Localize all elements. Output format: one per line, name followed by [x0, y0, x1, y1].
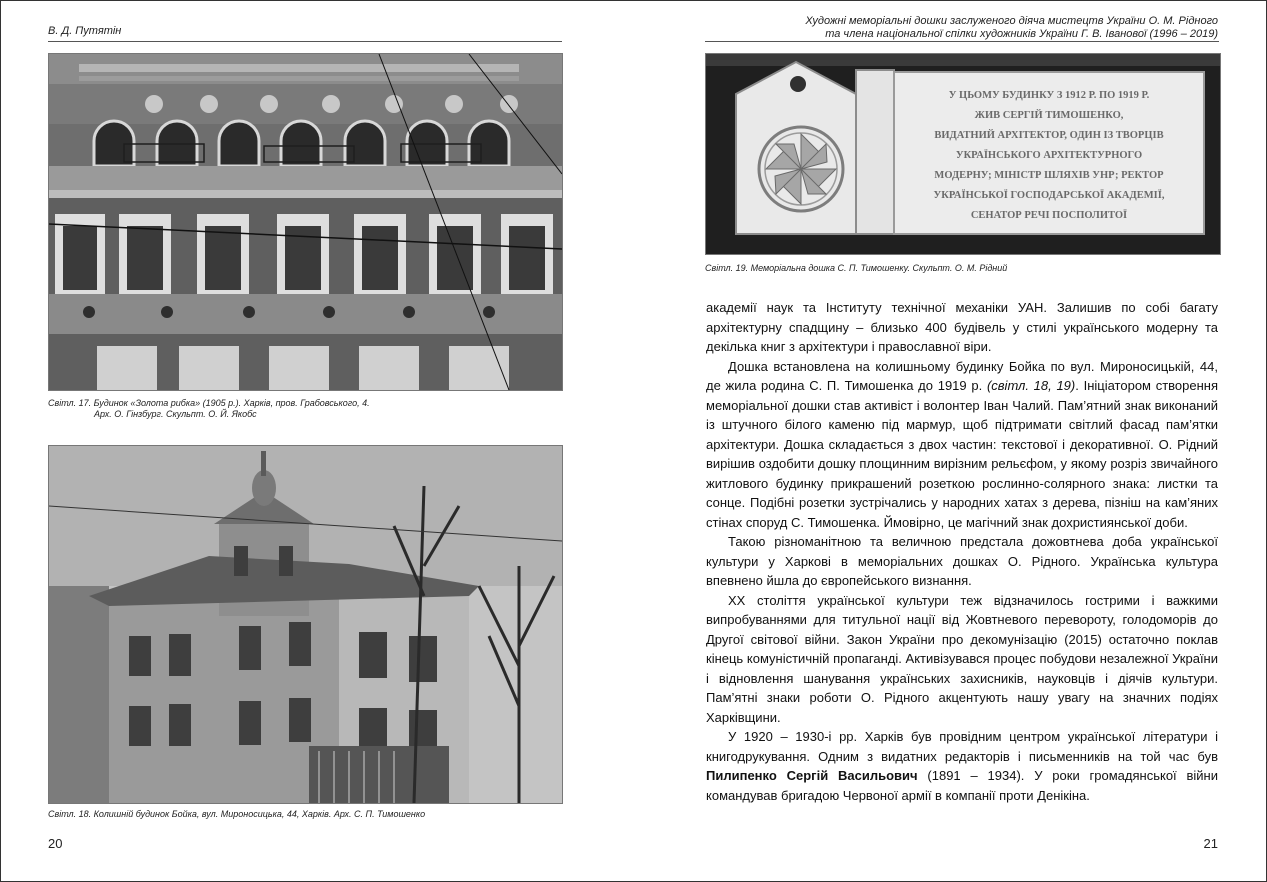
paragraph-2-part-a: Дошка встановлена на колишньому будинку Бойка по вул. Мироносицькій, 44, де жила родина С. П. Тимошенка до 1919 р.: [706, 358, 1218, 393]
right-header-line2: та члена національної спілки художників України Г. В. Іванової (1996 – 2019): [825, 28, 1218, 40]
figure-reference: (світл. 18, 19): [986, 378, 1076, 393]
left-running-header: В. Д. Путятін: [48, 25, 122, 37]
paragraph-4: ХХ століття української культури теж відзначилось гострими і важкими випробуваннями для титульної нації від Жовтневого перевороту, голодоморів до Другої світової війни. Закон України про декомунізацію (2015) остаточно поклав кінець комуністичній пропаганді. Активізувався процес побудови незалежної України і відновлення шанування українських захисників, науковців і діячів культури. Пам’ятні знаки роботи О. Рідного акцентують нашу увагу на значних подіях Харківщини.: [706, 592, 1218, 725]
paragraph-1: академії наук та Інституту технічної механіки УАН. Залишив по собі багату архітектурну спадщину – близько 400 будівель у стилі українського модерну та декілька книг з архітектури і православної віри.: [706, 300, 1218, 354]
right-page: [634, 1, 1266, 881]
right-header-rule: [705, 41, 1219, 42]
figure-19-photo: [705, 53, 1221, 255]
golden-fish-building-image: [49, 54, 562, 390]
plaque-line-5: МОДЕРНУ; МІНІСТР ШЛЯХІВ УНР; РЕКТОР: [934, 170, 1164, 181]
figure-18-caption: Світл. 18. Колишній будинок Бойка, вул. Мироносицька, 44, Харків. Арх. С. П. Тимошенко: [48, 809, 426, 819]
left-page: [1, 1, 633, 881]
paragraph-5: [706, 727, 1218, 805]
left-header-rule: [48, 41, 562, 42]
plaque-line-6: УКРАЇНСЬКОЇ ГОСПОДАРСЬКОЇ АКАДЕМІЇ,: [933, 190, 1165, 201]
right-running-header: [805, 15, 1218, 41]
left-page-number: 20: [48, 836, 63, 851]
plaque-line-4: УКРАЇНСЬКОГО АРХІТЕКТУРНОГО: [955, 150, 1143, 161]
right-page-number: 21: [1203, 836, 1218, 851]
plaque-line-2: ЖИВ СЕРГІЙ ТИМОШЕНКО,: [974, 110, 1124, 121]
figure-17-photo: [48, 53, 563, 391]
plaque-line-1: У ЦЬОМУ БУДИНКУ З 1912 Р. ПО 1919 Р.: [948, 90, 1150, 101]
figure-17-caption-line1: Світл. 17. Будинок «Золота рибка» (1905 р.). Харків, пров. Грабовського, 4.: [48, 398, 370, 408]
plaque-line-7: СЕНАТОР РЕЧІ ПОСПОЛИТОЇ: [970, 210, 1128, 221]
right-header-line1: Художні меморіальні дошки заслуженого діяча мистецтв України О. М. Рідного: [805, 15, 1218, 27]
paragraph-2-part-b: . Ініціатором створення меморіальної дошки став активіст і волонтер Іван Чалий. Пам’ятний знак виконаний із штучного білого каменю під мармур, щоб підтримати світлий фасад пам’ятки архітектури. Дошка складається з двох частин: текстової і декоративної. О. Рідний вирішив оздобити дошку площинним вирізним рельєфом, у якому розріз звичайного житлового будинку прикрашений розеткою рослинно-солярного знака: листки та сонце. Подібні розетки зустрічались у народних хатах з дерева, пізніш на кам’яних стінах споруд С. Тимошенка. Ймовірно, це магічний знак дохристиянської доби.: [706, 378, 1219, 530]
memorial-plaque-image: [706, 54, 1220, 254]
plaque-line-3: ВИДАТНИЙ АРХІТЕКТОР, ОДИН ІЗ ТВОРЦІВ: [934, 130, 1164, 141]
figure-17-caption: [48, 398, 370, 420]
paragraph-2: [706, 357, 1218, 533]
paragraph-3: Такою різноманітною та величною предстала дожовтнева доба української культури у Харкові в меморіальних дошках О. Рідного. Українська культура впевнено йшла до європейського визнання.: [706, 534, 1218, 588]
figure-17-caption-line2: Арх. О. Гінзбург. Скульпт. О. Й. Якобс: [94, 409, 257, 419]
paragraph-5-part-a: У 1920 – 1930-і рр. Харків був провідним центром української літератури і книгодрукування. Одним з видатних редакторів і письменників на той час був: [706, 729, 1218, 764]
person-name: Пилипенко Сергій Васильович: [706, 768, 918, 783]
figure-18-photo: [48, 445, 563, 804]
paragraph-5-part-b: (1891 – 1934). У роки громадянської війни командував бригадою Червоної армії в компанії проти Денікіна.: [706, 768, 1218, 803]
article-body: [706, 298, 1218, 805]
boyko-house-image: [49, 446, 562, 803]
figure-19-caption: Світл. 19. Меморіальна дошка С. П. Тимошенку. Скульпт. О. М. Рідний: [705, 263, 1008, 273]
